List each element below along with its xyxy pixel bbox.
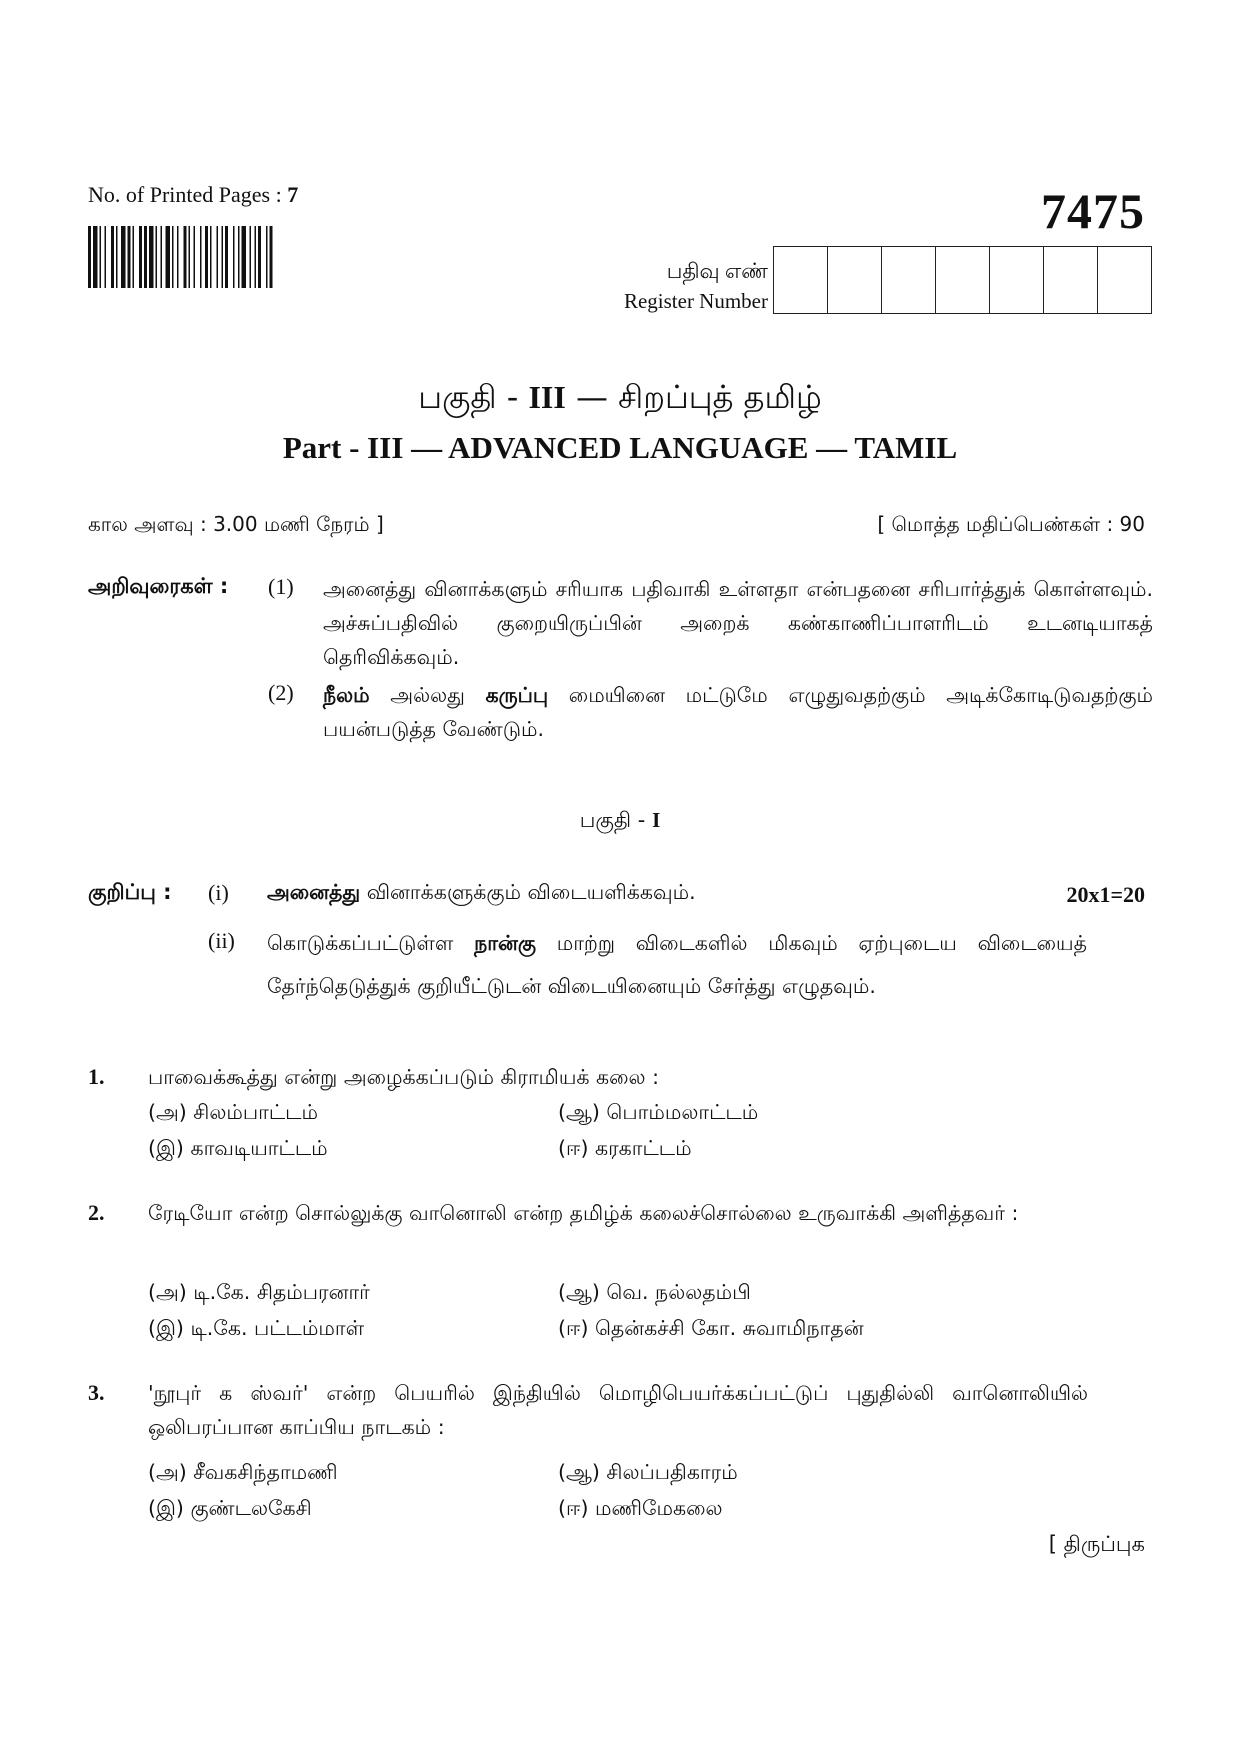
question-3-option-a: (அ) சீவகசிந்தாமணி <box>148 1460 338 1484</box>
register-digit-box[interactable] <box>1044 247 1098 313</box>
instruction-1-number: (1) <box>268 574 294 599</box>
instruction-2-black: கருப்பு <box>485 683 549 707</box>
exam-duration: கால அளவு : 3.00 மணி நேரம் ] <box>88 512 384 536</box>
part-1-heading-roman: I <box>652 808 661 832</box>
question-2-number: 2. <box>88 1200 105 1225</box>
turn-over-note: [ திருப்புக <box>1048 1532 1145 1556</box>
title-tamil <box>0 378 1240 420</box>
note-2-rest: மாற்று விடைகளில் மிகவும் ஏற்புடைய விடையைத் தேர்ந்தெடுத்துக் குறியீட்டுடன் விடையினையும் சேர்த்து எழுதவும். <box>267 931 1087 998</box>
barcode <box>88 226 338 288</box>
instruction-2-blue: நீலம் <box>323 683 370 707</box>
question-2-option-b: (ஆ) வெ. நல்லதம்பி <box>558 1280 751 1304</box>
printed-pages-value: 7 <box>287 182 299 207</box>
note-1-bold: அனைத்து <box>267 880 361 904</box>
title-tamil-suffix: — சிறப்புத் தமிழ் <box>565 378 822 416</box>
paper-code: 7475 <box>1041 183 1145 239</box>
question-3-option-d: (ஈ) மணிமேகலை <box>558 1496 723 1520</box>
question-1-option-d: (ஈ) கரகாட்டம் <box>558 1136 692 1160</box>
register-digit-box[interactable] <box>990 247 1044 313</box>
question-1-option-c: (இ) காவடியாட்டம் <box>148 1136 328 1160</box>
note-2-pre: கொடுக்கப்பட்டுள்ள <box>267 931 475 955</box>
register-digit-box[interactable] <box>774 247 828 313</box>
register-label-tamil: பதிவு எண் <box>666 259 768 283</box>
question-3-number: 3. <box>88 1380 105 1405</box>
part-1-heading-prefix: பகுதி - <box>579 808 653 832</box>
register-digit-box[interactable] <box>882 247 936 313</box>
instruction-2-text <box>323 678 1153 746</box>
printed-pages <box>88 182 298 208</box>
note-1-number: (i) <box>208 880 229 905</box>
instruction-1-text: அனைத்து வினாக்களும் சரியாக பதிவாகி உள்ளதா என்பதனை சரிபார்த்துக் கொள்ளவும். அச்சுப்பதிவில் குறையிருப்பின் அறைக் கண்காணிப்பாளரிடம் உடனடியாகத் தெரிவிக்கவும். <box>323 577 1153 669</box>
note-1-rest: வினாக்களுக்கும் விடையளிக்கவும். <box>360 880 696 904</box>
question-3-option-b: (ஆ) சிலப்பதிகாரம் <box>558 1460 738 1484</box>
instruction-2-number: (2) <box>268 680 294 705</box>
total-marks: [ மொத்த மதிப்பெண்கள் : 90 <box>877 512 1145 536</box>
title-tamil-prefix: பகுதி - <box>418 378 529 416</box>
question-2-option-c: (இ) டி.கே. பட்டம்மாள் <box>148 1316 365 1340</box>
note-label: குறிப்பு : <box>88 880 172 904</box>
part-1-marks: 20x1=20 <box>1066 882 1145 907</box>
question-2-option-d: (ஈ) தென்கச்சி கோ. சுவாமிநாதன் <box>558 1316 864 1340</box>
question-1-option-a: (அ) சிலம்பாட்டம் <box>148 1100 318 1124</box>
instruction-2-rest: மையினை மட்டுமே எழுதுவதற்கும் அடிக்கோடிடுவதற்கும் பயன்படுத்த வேண்டும். <box>323 683 1153 741</box>
title-tamil-roman: III <box>528 379 566 415</box>
register-number-boxes[interactable] <box>773 246 1152 314</box>
printed-pages-label: No. of Printed Pages : <box>88 182 282 207</box>
note-2-text <box>267 922 1087 1008</box>
note-2-number: (ii) <box>208 928 235 953</box>
instruction-2-or: அல்லது <box>369 683 486 707</box>
register-digit-box[interactable] <box>936 247 990 313</box>
question-2-text: ரேடியோ என்ற சொல்லுக்கு வானொலி என்ற தமிழ்க் கலைச்சொல்லை உருவாக்கி அளித்தவர் : <box>148 1201 1019 1225</box>
question-1-text: பாவைக்கூத்து என்று அழைக்கப்படும் கிராமியக் கலை : <box>148 1065 659 1089</box>
note-1-text <box>267 880 696 907</box>
register-digit-box[interactable] <box>828 247 882 313</box>
register-digit-box[interactable] <box>1098 247 1151 313</box>
instructions-heading: அறிவுரைகள் : <box>88 574 229 598</box>
question-3-option-c: (இ) குண்டலகேசி <box>148 1496 312 1520</box>
question-1-number: 1. <box>88 1064 105 1089</box>
title-english: Part - III — ADVANCED LANGUAGE — TAMIL <box>282 430 958 465</box>
question-2-option-a: (அ) டி.கே. சிதம்பரனார் <box>148 1280 370 1304</box>
question-3-text: 'நூபுர் க ஸ்வர்' என்ற பெயரில் இந்தியில் மொழிபெயர்க்கப்பட்டுப் புதுதில்லி வானொலியில் ஒலிபரப்பான காப்பிய நாடகம் : <box>148 1381 1088 1439</box>
question-1-option-b: (ஆ) பொம்மலாட்டம் <box>558 1100 759 1124</box>
part-1-heading <box>0 808 1240 835</box>
note-2-bold: நான்கு <box>474 931 536 955</box>
register-label-english: Register Number <box>623 289 768 313</box>
register-number-label <box>560 256 768 316</box>
